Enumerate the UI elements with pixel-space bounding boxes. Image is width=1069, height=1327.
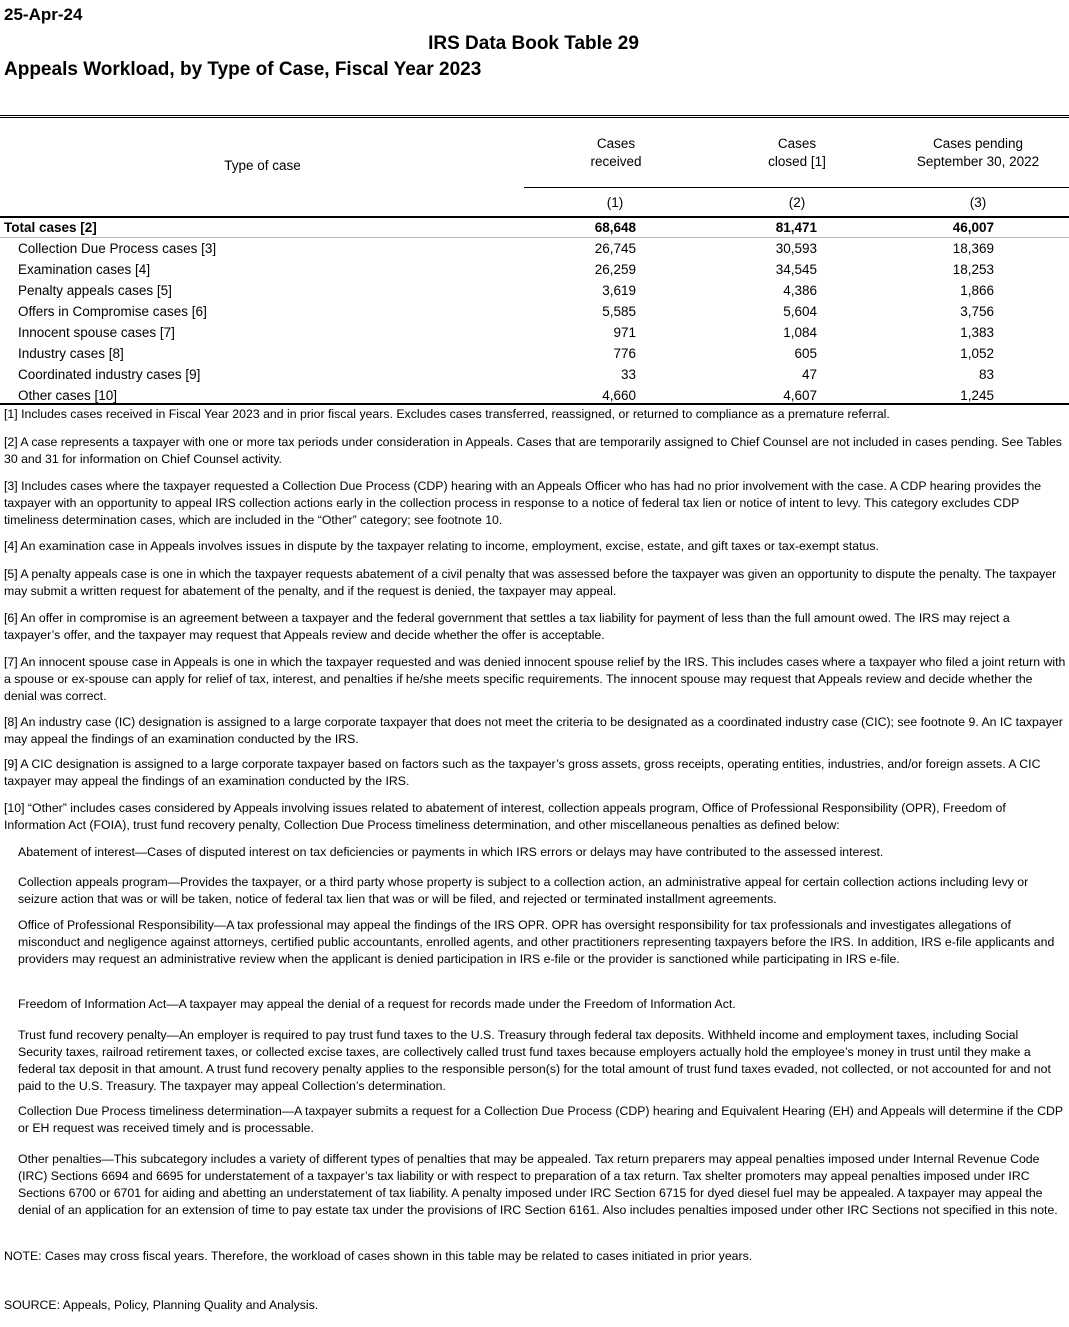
- cell-closed: 30,593: [775, 241, 817, 256]
- column-number-3: (3): [969, 195, 987, 210]
- column-number-2: (2): [788, 195, 806, 210]
- cell-pending: 1,383: [960, 325, 994, 340]
- cell-received: 33: [620, 367, 636, 382]
- table-row: [0, 343, 1069, 364]
- column-header-closed: [737, 135, 857, 171]
- table-bottom-rule: [0, 403, 1069, 405]
- subnote-other-penalties: Other penalties—This subcategory includes a variety of different types of penalties that may be appealed. Tax return preparers may appeal penalties imposed under Internal Revenue Code (IRC) Sections 6694 and 6695 for understatement of a taxpayer’s tax liability or with respect to preparation of a tax return. Tax shelter promoters may appeal penalties imposed under IRC Sections 6700 or 6701 for aiding and abetting an understatement of tax liability. A penalty imposed under IRC Section 6715 for dyed diesel fuel may be appealed. A taxpayer may appeal the denial of an application for an extension of time to pay estate tax under the provisions of IRC Section 6161. Also includes penalties imposed under other IRC Sections not specified in this note.: [18, 1152, 1058, 1217]
- footnote-4: [4] An examination case in Appeals involves issues in dispute by the taxpayer relating to income, employment, excise, estate, and gift taxes or tax-exempt status.: [4, 539, 879, 553]
- row-label: Other cases [10]: [18, 388, 118, 403]
- column-header-line: Cases: [596, 136, 636, 151]
- table-row: [0, 301, 1069, 322]
- table-row: [0, 238, 1069, 259]
- cell-received: 971: [613, 325, 636, 340]
- column-header-type: Type of case: [224, 158, 301, 173]
- cell-closed: 47: [801, 367, 817, 382]
- row-label: Innocent spouse cases [7]: [18, 325, 175, 340]
- cell-received: 776: [613, 346, 636, 361]
- cell-closed: 34,545: [775, 262, 817, 277]
- table-row: [0, 322, 1069, 343]
- cell-closed: 5,604: [783, 304, 817, 319]
- footnote-9: [9] A CIC designation is assigned to a large corporate taxpayer based on factors such as the taxpayer’s gross assets, gross receipts, operating entities, industries, and/or foreign assets. A CIC taxpayer may appeal the findings of an examination conducted by the IRS.: [4, 757, 1041, 788]
- table-row: [0, 280, 1069, 301]
- column-header-rule: [524, 187, 1069, 188]
- footnote-3: [3] Includes cases where the taxpayer requested a Collection Due Process (CDP) hearing with an Appeals Officer who has had no prior involvement with the case. A CDP hearing provides the taxpayer with an opportunity to appeal IRS collection actions early in the collection process in response to a notice of federal tax lien or notice of intent to levy. This category excludes CDP timeliness determination cases, which are included in the “Other” category; see footnote 10.: [4, 479, 1042, 527]
- cell-received: 4,660: [602, 388, 636, 403]
- cell-received: 3,619: [602, 283, 636, 298]
- cell-pending: 18,369: [952, 241, 994, 256]
- cell-pending: 83: [978, 367, 994, 382]
- date-label: 25-Apr-24: [4, 5, 83, 24]
- page-title: [0, 33, 1069, 55]
- column-header-pending: [888, 135, 1068, 171]
- cell-pending: 46,007: [952, 220, 994, 235]
- cell-pending: 3,756: [960, 304, 994, 319]
- row-label: Collection Due Process cases [3]: [18, 241, 217, 256]
- table-row: [0, 364, 1069, 385]
- cell-received: 68,648: [594, 220, 636, 235]
- footnote-1: [1] Includes cases received in Fiscal Year 2023 and in prior fiscal years. Excludes cases transferred, reassigned, or returned to compliance as a premature referral.: [4, 407, 890, 421]
- cell-received: 26,745: [594, 241, 636, 256]
- cell-closed: 4,386: [783, 283, 817, 298]
- table-row-total: [0, 217, 1069, 238]
- footnote-7: [7] An innocent spouse case in Appeals is one in which the taxpayer requested and was denied innocent spouse relief by the IRS. This includes cases where a taxpayer who filed a joint return with a spouse or ex-spouse can apply for relief of tax, interest, and penalties if he/she meets specific requirements. The innocent spouse may request that Appeals review and decide whether the denial was correct.: [4, 655, 1066, 703]
- footnote-5: [5] A penalty appeals case is one in which the taxpayer requests abatement of a civil penalty that was assessed before the taxpayer was given an opportunity to dispute the penalty. The taxpayer may submit a written request for abatement of the penalty, and if the request is denied, the taxpayer may appeal.: [4, 567, 1057, 598]
- page-subtitle: Appeals Workload, by Type of Case, Fiscal Year 2023: [4, 59, 482, 80]
- subnote-abatement: Abatement of interest—Cases of disputed interest on tax deficiencies or payments in which IRS errors or delays may have contributed to the assessed interest.: [18, 845, 884, 859]
- cell-pending: 1,052: [960, 346, 994, 361]
- cell-pending: 1,245: [960, 388, 994, 403]
- row-label: Offers in Compromise cases [6]: [18, 304, 207, 319]
- note: NOTE: Cases may cross fiscal years. Therefore, the workload of cases shown in this table may be related to cases initiated in prior years.: [4, 1249, 753, 1263]
- footnote-2: [2] A case represents a taxpayer with one or more tax periods under consideration in Appeals. Cases that are temporarily assigned to Chief Counsel are not included in cases pending. See Tables 30 and 31 for information on Chief Counsel activity.: [4, 435, 1062, 466]
- subnote-cdp-timeliness: Collection Due Process timeliness determination—A taxpayer submits a request for a Collection Due Process (CDP) hearing and Equivalent Hearing (EH) and Appeals will determine if the CDP or EH request was received timely and is processable.: [18, 1104, 1063, 1135]
- column-header-received: [556, 135, 676, 171]
- table-row: [0, 259, 1069, 280]
- column-header-line: September 30, 2022: [916, 154, 1040, 169]
- cell-pending: 18,253: [952, 262, 994, 277]
- column-header-line: received: [590, 154, 642, 169]
- subnote-foia: Freedom of Information Act—A taxpayer may appeal the denial of a request for records made under the Freedom of Information Act.: [18, 997, 736, 1011]
- row-label: Examination cases [4]: [18, 262, 151, 277]
- footnote-10: [10] “Other” includes cases considered by Appeals involving issues related to abatement of interest, collection appeals program, Office of Professional Responsibility (OPR), Freedom of Information Act (FOIA), trust fund recovery penalty, Collection Due Process timeliness determination, and other miscellaneous penalties as defined below:: [4, 801, 1006, 832]
- cell-pending: 1,866: [960, 283, 994, 298]
- cell-closed: 81,471: [775, 220, 817, 235]
- row-label: Coordinated industry cases [9]: [18, 367, 201, 382]
- cell-closed: 1,084: [783, 325, 817, 340]
- title-text: IRS Data Book Table 29: [428, 33, 639, 54]
- footnote-6: [6] An offer in compromise is an agreement between a taxpayer and the federal government that settles a tax liability for payment of less than the full amount owed. The IRS may reject a taxpayer’s offer, and the taxpayer may request that Appeals review and decide whether the offer is acceptable.: [4, 611, 1010, 642]
- column-header-line: Cases pending: [932, 136, 1024, 151]
- column-header-line: Cases: [777, 136, 817, 151]
- row-label: Penalty appeals cases [5]: [18, 283, 172, 298]
- cell-closed: 4,607: [783, 388, 817, 403]
- row-label: Total cases [2]: [4, 220, 97, 235]
- footnote-8: [8] An industry case (IC) designation is assigned to a large corporate taxpayer that does not meet the criteria to be designated as a coordinated industry case (CIC); see footnote 9. An IC taxpayer may appeal the findings of an examination conducted by the IRS.: [4, 715, 1063, 746]
- column-number-1: (1): [606, 195, 624, 210]
- subnote-collection-appeals: Collection appeals program—Provides the taxpayer, or a third party whose property is subject to a collection action, an administrative appeal for certain collection actions including levy or seizure action that was or will be taken, notice of federal tax lien that was or will be filed, and rejected or terminated installment agreements.: [18, 875, 1029, 906]
- subnote-trust-fund: Trust fund recovery penalty—An employer is required to pay trust fund taxes to the U.S. Treasury through federal tax deposits. Withheld income and employment taxes, including Social Security taxes, railroad retirement taxes, or collected excise taxes, are collectively called trust fund taxes because employers actually hold the employee’s money in trust until they make a federal tax deposit in that amount. A trust fund recovery penalty applies to the responsible person(s) for the total amount of trust fund taxes evaded, not collected, or not accounted for and not paid to the U.S. Treasury. The taxpayer may appeal Collection’s determination.: [18, 1028, 1051, 1093]
- subnote-opr: Office of Professional Responsibility—A tax professional may appeal the findings of the IRS OPR. OPR has oversight responsibility for tax professionals and investigates allegations of misconduct and negligence against attorneys, certified public accountants, enrolled agents, and other practitioners representing taxpayers before the IRS. In addition, IRS e-file applicants and providers may request an administrative review when the applicant is denied participation in IRS e-file or the provider is sanctioned while participating in IRS e-file.: [18, 918, 1055, 966]
- source: SOURCE: Appeals, Policy, Planning Quality and Analysis.: [4, 1298, 319, 1312]
- cell-received: 26,259: [594, 262, 636, 277]
- row-label: Industry cases [8]: [18, 346, 124, 361]
- cell-closed: 605: [794, 346, 817, 361]
- cell-received: 5,585: [602, 304, 636, 319]
- header-double-rule: [0, 115, 1069, 118]
- column-header-line: closed [1]: [768, 154, 826, 169]
